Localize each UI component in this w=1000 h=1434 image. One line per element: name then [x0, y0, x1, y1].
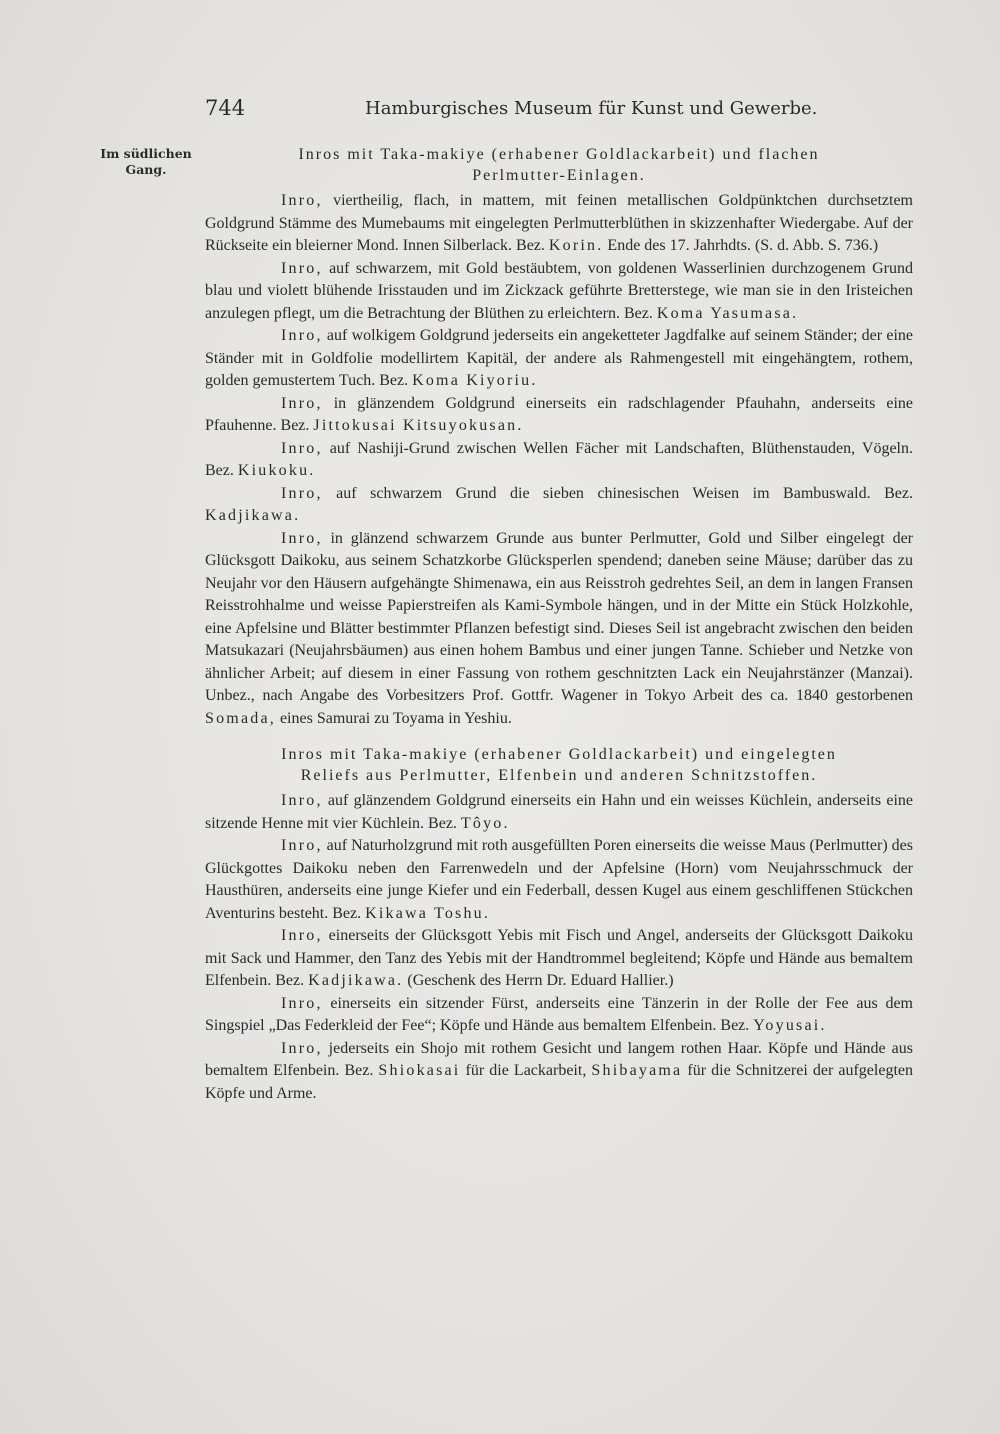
- entry-maker: Koma Kiyoriu.: [412, 372, 538, 389]
- entry-tail: für die Schnitzerei der aufgelegten Köpfe und Arme.: [205, 1062, 913, 1102]
- margin-note-line: Im südlichen: [100, 146, 192, 161]
- catalog-entry: [205, 835, 913, 925]
- entry-lead: Inro,: [281, 529, 323, 547]
- entry-lead: Inro,: [281, 192, 323, 209]
- page-header: [205, 96, 915, 126]
- entry-lead: Inro,: [281, 484, 323, 502]
- entry-maker: Shiokasai: [378, 1062, 461, 1079]
- section-heading-line: Reliefs aus Perlmutter, Elfenbein und anderen Schnitzstoffen.: [300, 767, 818, 784]
- entry-tail: Ende des 17. Jahrhdts. (S. d. Abb. S. 736.): [603, 237, 879, 254]
- catalog-entry: [205, 925, 913, 993]
- entry-lead: Inro,: [281, 927, 323, 944]
- entry-maker: Shibayama: [591, 1062, 683, 1079]
- entry-tail: eines Samurai zu Toyama in Yeshiu.: [275, 709, 512, 727]
- main-text: [205, 144, 913, 1105]
- entry-lead: Inro,: [281, 327, 323, 344]
- entry-lead: Inro,: [281, 259, 323, 277]
- entry-text: in glänzendem Goldgrund einerseits ein radschlagender Pfauhahn, anderseits eine Pfauhenne. Bez.: [205, 394, 913, 434]
- entry-text: auf Naturholzgrund mit roth ausgefüllten Poren einerseits die weisse Maus (Perlmutter) des Glückgottes Daikoku neben den Farrenwedeln und der Apfelsine (Horn) vom Neujahrsschmuck der Hausthüren, anderseits eine junge Kiefer und ein Federball, dessen Kugel aus einem geschliffenen Stückchen Aventurins besteht. Bez.: [205, 837, 913, 922]
- entry-maker: Koma Yasumasa.: [656, 304, 799, 322]
- entry-text: einerseits ein sitzender Fürst, anderseits eine Tänzerin in der Rolle der Fee aus dem Singspiel „Das Federkleid der Fee“; Köpfe und Hände aus bemaltem Elfenbein. Bez.: [205, 994, 913, 1034]
- entry-lead: Inro,: [281, 994, 323, 1012]
- catalog-entry: [205, 393, 913, 438]
- running-title: Hamburgisches Museum für Kunst und Gewerbe.: [365, 98, 818, 119]
- entry-maker: Tôyo.: [460, 814, 510, 832]
- catalog-entry: [205, 790, 913, 835]
- catalog-entry: [205, 190, 913, 258]
- entry-text: auf Nashiji-Grund zwischen Wellen Fächer mit Landschaften, Blüthenstauden, Vögeln. Bez.: [205, 439, 913, 479]
- catalog-entry: [205, 993, 913, 1038]
- catalog-entry: [205, 483, 913, 528]
- section-heading-line: Inros mit Taka-makiye (erhabener Goldlackarbeit) und flachen: [298, 146, 820, 163]
- entry-lead: Inro,: [281, 394, 323, 412]
- section-heading: [205, 744, 913, 786]
- entry-tail: (Geschenk des Herrn Dr. Eduard Hallier.): [403, 972, 674, 989]
- entry-maker: Somada,: [205, 709, 276, 727]
- entry-text: jederseits ein Shojo mit rothem Gesicht und langem rothen Haar. Köpfe und Hände aus bemaltem Elfenbein. Bez.: [205, 1039, 913, 1079]
- entry-lead: Inro,: [281, 1039, 323, 1057]
- section-heading-line: Perlmutter-Einlagen.: [472, 167, 646, 184]
- entry-maker: Yoyusai.: [753, 1017, 827, 1034]
- entry-text: auf schwarzem Grund die sieben chinesischen Weisen im Bambuswald. Bez.: [322, 484, 913, 502]
- entry-text: in glänzend schwarzem Grunde aus bunter Perlmutter, Gold und Silber eingelegt der Glücksgott Daikoku, aus seinem Schatzkorbe Glücksperlen spendend; daneben seine Mäuse; darüber das zu Neujahr vor den Häusern aufgehängte Shimenawa, ein aus Reisstroh gedrehtes Seil, an dem in langen Fransen Reisstrohhalme und weisse Papierstreifen als Kami-Symbole hängen, und in der Mitte ein Stück Holzkohle, eine Apfelsine und Blätter bestimmter Pflanzen befestigt sind. Dieses Seil ist angebracht zwischen den beiden Matsukazari (Neujahrsbäumen) aus einen hohem Bambus und einer jungen Tanne. Schieber und Netzke von ähnlicher Arbeit; auf diesem in einer Fassung von rothem geschnitzten Lack ein Neujahrstänzer (Manzai). Unbez., nach Angabe des Vorbesitzers Prof. Gottfr. Wagener in Tokyo Arbeit des ca. 1840 gestorbenen: [205, 529, 913, 704]
- entry-maker: Korin.: [548, 237, 604, 254]
- page-number: 744: [205, 96, 246, 120]
- catalog-entry: [205, 258, 913, 326]
- entry-text: einerseits der Glücksgott Yebis mit Fisch und Angel, anderseits der Glücksgott Daikoku mit Sack und Hammer, den Tanz des Yebis mit der Handtrommel begleitend; Köpfe und Hände aus bemaltem Elfenbein. Bez.: [205, 927, 913, 989]
- entry-lead: Inro,: [281, 792, 323, 809]
- entry-maker: Kadjikawa.: [205, 507, 301, 524]
- catalog-entry: [205, 438, 913, 483]
- catalog-entry: [205, 1038, 913, 1106]
- entry-maker: Kadjikawa.: [308, 972, 404, 989]
- entry-maker: Kiukoku.: [237, 462, 316, 479]
- catalog-entry: [205, 325, 913, 393]
- entry-text: auf schwarzem, mit Gold bestäubtem, von goldenen Wasserlinien durchzogenem Grund blau und violett blühende Irisstauden und im Zickzack geführte Bretterstege, wie man sie in den Iristeichen anzulegen pflegt, um die Betrachtung der Blüthen zu erleichtern. Bez.: [205, 259, 913, 322]
- margin-note-line: Gang.: [125, 162, 167, 177]
- entry-text: auf glänzendem Goldgrund einerseits ein Hahn und ein weisses Küchlein, anderseits eine sitzende Henne mit vier Küchlein. Bez.: [205, 792, 913, 832]
- entry-maker: Kikawa Toshu.: [365, 904, 491, 922]
- catalog-entry: [205, 528, 913, 731]
- section-heading: [205, 144, 913, 186]
- entry-text: auf wolkigem Goldgrund jederseits ein angeketteter Jagdfalke auf seinem Ständer; der eine Ständer mit in Goldfolie modellirtem Kapitäl, der andere als Rahmengestell mit eingehängtem, rothem, golden gemustertem Tuch. Bez.: [205, 327, 913, 389]
- entry-maker: Jittokusai Kitsuyokusan.: [313, 417, 524, 434]
- entry-lead: Inro,: [281, 439, 323, 457]
- entry-lead: Inro,: [281, 837, 323, 854]
- section-heading-line: Inros mit Taka-makiye (erhabener Goldlackarbeit) und eingelegten: [281, 746, 837, 763]
- entry-tail: für die Lackarbeit,: [460, 1062, 592, 1079]
- margin-note: [96, 146, 196, 178]
- entry-text: viertheilig, flach, in mattem, mit feinen metallischen Goldpünktchen durchsetztem Goldgrund Stämme des Mumebaums mit eingelegten Perlmutterblüthen in skizzenhafter Wiedergabe. Auf der Rückseite ein bleierner Mond. Innen Silberlack. Bez.: [205, 192, 913, 254]
